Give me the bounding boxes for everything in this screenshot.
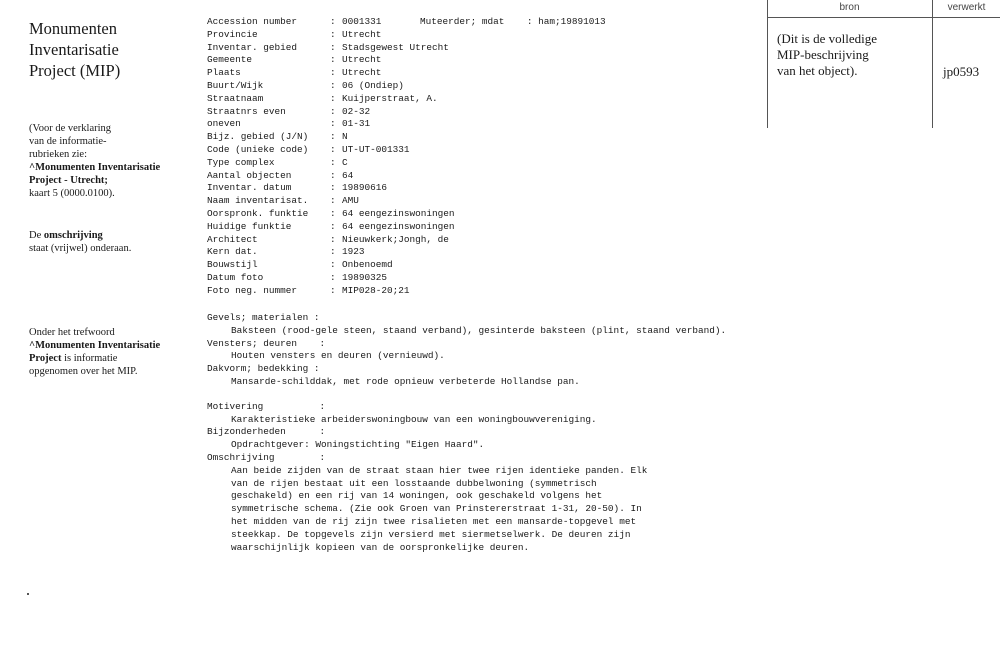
field-label: oneven xyxy=(207,118,241,130)
field-row xyxy=(207,272,455,285)
note-line: opgenomen over het MIP. xyxy=(29,366,138,377)
field-row xyxy=(207,29,455,42)
description-line: geschakeld) en een rij van 14 woningen, ook geschakeld volgens het xyxy=(231,490,603,502)
title-line: Inventarisatie xyxy=(29,40,119,59)
field-colon: : xyxy=(330,67,336,79)
field-label: Bijz. gebied (J/N) xyxy=(207,131,309,143)
field-row xyxy=(207,208,455,221)
field-label: Inventar. datum xyxy=(207,182,292,194)
field-row xyxy=(207,106,455,119)
field-row xyxy=(207,170,455,183)
description-line: het midden van de rij zijn twee risalieten met een mansarde-topgevel met xyxy=(231,515,637,527)
field-value: N xyxy=(342,131,348,143)
note-line: kaart 5 (0000.0100). xyxy=(29,188,115,199)
field-row xyxy=(207,93,455,106)
field-colon: : xyxy=(330,169,336,181)
field-row xyxy=(207,144,455,157)
verwerkt-header: verwerkt xyxy=(947,2,986,13)
explanation-note xyxy=(29,122,179,200)
bron-line: MIP-beschrijving xyxy=(777,47,869,62)
field-label: Bouwstijl xyxy=(207,259,258,271)
field-row xyxy=(207,118,455,131)
note-line: rubrieken zie: xyxy=(29,149,88,160)
speck-mark xyxy=(27,593,29,595)
field-label: Datum foto xyxy=(207,271,264,283)
section-heading-gevels: Gevels; materialen : xyxy=(207,312,320,323)
field-label: Huidige funktie xyxy=(207,220,292,232)
field-colon: : xyxy=(330,16,336,27)
note-line: staat (vrijwel) onderaan. xyxy=(29,243,132,254)
field-colon: : xyxy=(330,79,336,91)
description-hint-note xyxy=(29,229,179,255)
field-value: 64 xyxy=(342,169,354,181)
field-row xyxy=(207,259,455,272)
field-label: Inventar. gebied xyxy=(207,41,298,53)
field-value: Kuijperstraat, A. xyxy=(342,92,438,104)
section-heading-vensters: Vensters; deuren : xyxy=(207,337,326,349)
field-row xyxy=(207,195,455,208)
field-label: Buurt/Wijk xyxy=(207,79,264,91)
field-colon: : xyxy=(330,28,336,40)
field-value: Utrecht xyxy=(342,54,382,66)
section-heading-motivering: Motivering : xyxy=(207,400,326,412)
description-line: Aan beide zijden van de straat staan hier twee rijen identieke panden. Elk xyxy=(231,464,648,476)
field-row xyxy=(207,246,455,259)
field-label: Accession number xyxy=(207,16,298,27)
field-colon: : xyxy=(330,259,336,271)
field-value: Onbenoemd xyxy=(342,259,393,271)
verwerkt-value: jp0593 xyxy=(943,64,980,79)
bron-line: van het object). xyxy=(777,63,858,78)
field-row xyxy=(207,54,455,67)
field-label: Architect xyxy=(207,233,258,245)
field-label: Provincie xyxy=(207,28,258,40)
section-heading-dakvorm: Dakvorm; bedekking : xyxy=(207,363,320,375)
field-label: Kern dat. xyxy=(207,246,258,258)
section-body-omschrijving xyxy=(207,465,727,555)
field-label: Foto neg. nummer xyxy=(207,284,298,296)
field-colon: : xyxy=(330,220,336,232)
field-row xyxy=(207,221,455,234)
field-colon: : xyxy=(330,156,336,168)
field-value: MIP028-20;21 xyxy=(342,284,410,296)
divider xyxy=(767,17,1000,18)
field-value: 64 eengezinswoningen xyxy=(342,207,455,219)
section-body-vensters: Houten vensters en deuren (vernieuwd). xyxy=(231,350,445,362)
description-line: symmetrische schema. (Zie ook Groen van Prinstererstraat 1-31, 20-50). In xyxy=(231,503,642,515)
field-row xyxy=(207,182,455,195)
field-row xyxy=(207,285,455,298)
section-heading-bijzonderheden: Bijzonderheden : xyxy=(207,426,326,438)
field-colon: : xyxy=(330,246,336,258)
description-line: waarschijnlijk kopieen van de oorspronkelijke deuren. xyxy=(231,541,530,553)
field-value: Nieuwkerk;Jongh, de xyxy=(342,233,449,245)
section-heading-omschrijving: Omschrijving : xyxy=(207,451,326,463)
note-line: (Voor de verklaring xyxy=(29,123,112,134)
field-label: Plaats xyxy=(207,67,241,79)
field-colon: : xyxy=(330,54,336,66)
field-colon: : xyxy=(330,118,336,130)
field-label: Code (unieke code) xyxy=(207,143,309,155)
bron-line: (Dit is de volledige xyxy=(777,31,878,46)
field-row xyxy=(207,16,455,29)
description-sections xyxy=(207,312,727,554)
note-line: Onder het trefwoord xyxy=(29,327,115,338)
field-colon: : xyxy=(330,284,336,296)
field-value: AMU xyxy=(342,195,359,207)
field-value: 0001331 xyxy=(342,16,382,27)
mutator-info: Muteerder; mdat : ham;19891013 xyxy=(420,16,606,27)
field-value: 64 eengezinswoningen xyxy=(342,220,455,232)
note-text: is informatie xyxy=(61,353,118,364)
field-value: Utrecht xyxy=(342,67,382,79)
record-fields xyxy=(207,16,455,298)
section-body-motivering: Karakteristieke arbeiderswoningbouw van een woningbouwvereniging. xyxy=(231,413,597,425)
keyword-note xyxy=(29,326,179,378)
note-reference-bold: Project - Utrecht; xyxy=(29,175,108,186)
note-line: van de informatie- xyxy=(29,136,107,147)
field-value: 06 (Ondiep) xyxy=(342,79,404,91)
field-value: 02-32 xyxy=(342,105,371,117)
note-bold: ^Monumenten Inventarisatie xyxy=(29,340,161,351)
section-body-bijzonderheden: Opdrachtgever: Woningstichting "Eigen Haard". xyxy=(231,439,485,451)
note-reference-bold: ^Monumenten Inventarisatie xyxy=(29,162,161,173)
field-row xyxy=(207,80,455,93)
note-bold: Project xyxy=(29,353,62,364)
field-colon: : xyxy=(330,92,336,104)
title-line: Project (MIP) xyxy=(29,61,121,80)
project-title xyxy=(29,18,189,81)
field-row xyxy=(207,42,455,55)
field-colon: : xyxy=(330,143,336,155)
field-label: Naam inventarisat. xyxy=(207,195,309,207)
field-value: Utrecht xyxy=(342,28,382,40)
field-colon: : xyxy=(330,131,336,143)
field-row xyxy=(207,131,455,144)
title-line: Monumenten xyxy=(29,19,117,38)
source-box xyxy=(767,0,1000,128)
divider xyxy=(932,0,933,128)
note-bold: omschrijving xyxy=(43,230,103,241)
field-row xyxy=(207,157,455,170)
field-label: Straatnaam xyxy=(207,92,264,104)
field-label: Gemeente xyxy=(207,54,253,66)
field-value: 19890325 xyxy=(342,271,388,283)
section-body-dakvorm: Mansarde-schilddak, met rode opnieuw verbeterde Hollandse pan. xyxy=(231,375,580,387)
field-colon: : xyxy=(330,207,336,219)
field-label: Oorspronk. funktie xyxy=(207,207,309,219)
description-line: steekkap. De topgevels zijn versierd met siermetselwerk. De deuren zijn xyxy=(231,528,631,540)
field-colon: : xyxy=(330,105,336,117)
note-text: De xyxy=(29,230,44,241)
field-colon: : xyxy=(330,41,336,53)
field-label: Type complex xyxy=(207,156,275,168)
bron-header: bron xyxy=(839,2,860,13)
section-body-gevels: Baksteen (rood-gele steen, staand verband), gesinterde baksteen (plint, staand verband). xyxy=(231,324,727,336)
field-value: C xyxy=(342,156,348,168)
field-colon: : xyxy=(330,182,336,194)
field-value: 19890616 xyxy=(342,182,388,194)
field-row xyxy=(207,234,455,247)
field-label: Straatnrs even xyxy=(207,105,286,117)
bron-text xyxy=(777,31,927,79)
field-colon: : xyxy=(330,271,336,283)
field-colon: : xyxy=(330,195,336,207)
field-value: 1923 xyxy=(342,246,365,258)
field-value: Stadsgewest Utrecht xyxy=(342,41,449,53)
field-row xyxy=(207,67,455,80)
field-value: 01-31 xyxy=(342,118,371,130)
divider xyxy=(767,0,768,128)
field-colon: : xyxy=(330,233,336,245)
description-line: van de rijen bestaat uit een losstaande dubbelwoning (symmetrisch xyxy=(231,477,597,489)
field-label: Aantal objecten xyxy=(207,169,292,181)
field-value: UT-UT-001331 xyxy=(342,143,410,155)
